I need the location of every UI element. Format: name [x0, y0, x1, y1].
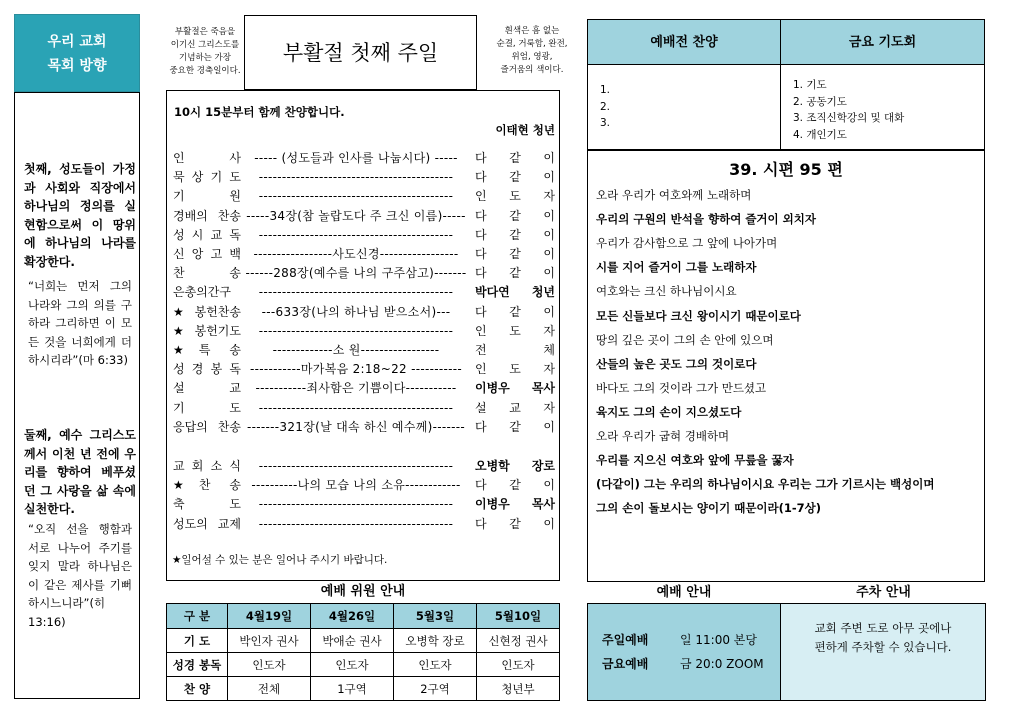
psalm-line: 시를 지어 즐거이 그를 노래하자 — [596, 260, 757, 275]
committee-title: 예배 위원 안내 — [320, 584, 406, 599]
pre-worship-songs-list — [587, 64, 781, 150]
order-intro: 10시 15분부터 함께 찬양합니다. — [174, 105, 345, 119]
order-row-detail: -----------------사도신경----------------- — [253, 247, 459, 261]
order-row — [173, 399, 555, 417]
list-item: 3. — [600, 117, 611, 129]
order-row-label: 성도의 교제 — [173, 516, 241, 531]
committee-cell: 기 도 — [167, 629, 228, 653]
parking-info — [780, 603, 986, 701]
vision-body — [14, 92, 140, 699]
table-row — [167, 677, 560, 701]
committee-cell: 청년부 — [477, 677, 560, 701]
friday-prayer-list — [780, 64, 985, 150]
order-row-person: 다 같 이 — [475, 516, 555, 531]
psalm-line: 그의 손이 돌보시는 양이기 때문이라(1-7상) — [596, 501, 822, 516]
psalm-title: 39. 시편 95 편 — [729, 160, 843, 179]
committee-cell: 신현정 권사 — [477, 629, 560, 653]
committee-header-cell: 4월19일 — [228, 604, 311, 629]
order-row-person: 전 체 — [475, 343, 555, 357]
header-left-note — [166, 15, 244, 85]
order-row-person: 다 같 이 — [475, 208, 555, 223]
order-row-detail: ------------------------------------------ — [258, 189, 454, 204]
committee-cell: 2구역 — [394, 677, 477, 701]
order-row-detail: -------------소 원----------------- — [272, 343, 440, 357]
parking-info-title: 주차 안내 — [856, 585, 911, 600]
list-item: 1. — [600, 84, 611, 96]
order-row-label: 응답의 찬송 — [173, 419, 241, 434]
order-row — [173, 187, 555, 205]
order-row-detail: ------------------------------------------ — [258, 516, 454, 531]
order-note: ★일어설 수 있는 분은 일어나 주시기 바랍니다. — [172, 554, 388, 566]
sunday-worship-label: 주일예배 — [602, 633, 649, 647]
committee-cell: 전체 — [228, 677, 311, 701]
parking-line: 교회 주변 도로 아무 곳에나 — [814, 621, 952, 635]
order-row-detail: ---633장(나의 하나님 받으소서)--- — [261, 304, 451, 319]
order-row-person: 인 도 자 — [475, 189, 555, 204]
committee-header-cell: 5월3일 — [394, 604, 477, 629]
psalm-line: 우리의 구원의 반석을 향하여 즐거이 외치자 — [596, 212, 816, 227]
friday-prayer-title: 금요 기도회 — [780, 19, 985, 65]
order-row-person: 다 같 이 — [475, 266, 555, 281]
order-row-person: 박다연 청년 — [475, 285, 555, 300]
committee-cell: 인도자 — [477, 653, 560, 677]
order-row-detail: ------------------------------------------ — [258, 497, 454, 512]
header-right-line: 흰색은 흠 없는 — [504, 26, 560, 36]
order-row-detail: ------------------------------------------ — [258, 459, 454, 473]
friday-worship-label: 금요예배 — [602, 657, 649, 671]
order-row-person: 오병학 장로 — [475, 459, 555, 473]
order-row — [173, 418, 555, 436]
order-row — [173, 149, 555, 167]
order-row — [173, 476, 555, 494]
order-row-label: 성 경 봉 독 — [173, 362, 241, 377]
order-row — [173, 303, 555, 321]
committee-cell: 박인자 권사 — [228, 629, 311, 653]
parking-line: 편하게 주차할 수 있습니다. — [814, 640, 952, 654]
header-left-line: 기념하는 가장 — [179, 53, 231, 63]
order-row-detail: ------------------------------------------ — [258, 323, 454, 338]
order-row — [173, 341, 555, 359]
order-row-person: 다 같 이 — [475, 304, 555, 319]
order-row-person: 이병우 목사 — [475, 381, 555, 396]
order-row-label: 찬 송 — [173, 266, 241, 281]
psalm-line: 여호와는 크신 하나님이시요 — [596, 284, 737, 299]
order-row — [173, 226, 555, 244]
order-row-detail: -----------죄사함은 기쁨이다----------- — [255, 381, 457, 396]
header-right-note — [477, 15, 587, 85]
order-row-label: ★특 송 — [173, 343, 241, 357]
order-row-detail: -------321장(날 대속 하신 예수께)------- — [247, 419, 465, 434]
order-row-person: 다 같 이 — [475, 247, 555, 261]
order-row-label: 은총의간구 — [173, 285, 231, 300]
header-right-line: 순결, 거룩함, 완전, — [496, 39, 568, 49]
order-row-person: 다 같 이 — [475, 478, 555, 493]
vision-title-line2: 목회 방향 — [47, 58, 107, 74]
order-row-detail: -----34장(참 놀랍도다 주 크신 이름)----- — [246, 208, 466, 223]
header-left-line: 중요한 경축일이다. — [169, 66, 241, 76]
order-row — [173, 495, 555, 513]
committee-cell: 성경 봉독 — [167, 653, 228, 677]
order-row — [173, 360, 555, 378]
committee-header-cell: 구 분 — [167, 604, 228, 629]
psalm-line: 바다도 그의 것이라 그가 만드셨고 — [596, 380, 767, 395]
committee-table — [166, 603, 560, 701]
vision-title — [14, 14, 140, 92]
order-row-label: 기 원 — [173, 189, 241, 204]
order-row-label: ★찬 송 — [173, 478, 241, 493]
committee-cell: 인도자 — [394, 653, 477, 677]
psalm-reading — [587, 150, 985, 582]
committee-cell: 찬 양 — [167, 677, 228, 701]
friday-worship-row — [602, 654, 777, 674]
order-row — [173, 245, 555, 263]
order-row-label: 축 도 — [173, 497, 241, 512]
pre-worship-songs-title: 예배전 찬양 — [587, 19, 781, 65]
order-row — [173, 168, 555, 186]
order-row-detail: ------------------------------------------ — [258, 400, 454, 415]
vision-quote-1: “너희는 먼저 그의 나라와 그의 의를 구하라 그리하면 이 모든 것을 너희에게 더하시리라”(마 6:33) — [28, 279, 132, 367]
order-row-detail: ----- (성도들과 인사를 나눕시다) ----- — [254, 151, 458, 165]
list-item: 2. — [600, 100, 611, 113]
table-row — [167, 653, 560, 677]
worship-info — [587, 603, 781, 701]
psalm-line: 우리를 지으신 여호와 앞에 무릎을 꿇자 — [596, 453, 794, 468]
table-row — [167, 629, 560, 653]
vision-title-line1: 우리 교회 — [47, 34, 107, 50]
order-row-detail: ------288장(예수를 나의 구주삼고)------- — [245, 266, 467, 281]
header-left-line: 이기신 그리스도를 — [170, 40, 240, 50]
psalm-line: 모든 신들보다 크신 왕이시기 때문이로다 — [596, 308, 801, 323]
list-item: 2. 공동기도 — [793, 95, 847, 108]
order-row — [173, 264, 555, 282]
order-row-person: 다 같 이 — [475, 227, 555, 242]
worship-info-title: 예배 안내 — [656, 585, 712, 600]
order-row — [173, 322, 555, 340]
order-of-service — [166, 90, 560, 581]
header-right-line: 위엄, 영광, — [511, 52, 553, 62]
order-row-person: 다 같 이 — [475, 151, 555, 165]
order-row-detail: ------------------------------------------ — [258, 170, 454, 185]
committee-header-cell: 5월10일 — [477, 604, 560, 629]
order-row-person: 다 같 이 — [475, 170, 555, 185]
order-row-label: ★봉헌찬송 — [173, 304, 241, 319]
order-row-detail: ------------------------------------------ — [258, 227, 454, 242]
committee-header-cell: 4월26일 — [311, 604, 394, 629]
psalm-line: 땅의 깊은 곳이 그의 손 안에 있으며 — [596, 332, 774, 347]
list-item: 4. 개인기도 — [793, 128, 847, 141]
psalm-line: 산들의 높은 곳도 그의 것이로다 — [596, 356, 757, 371]
order-row — [173, 379, 555, 397]
psalm-line: (다같이) 그는 우리의 하나님이시요 우리는 그가 기르시는 백성이며 — [596, 477, 935, 492]
committee-cell: 1구역 — [311, 677, 394, 701]
order-row-label: 경배의 찬송 — [173, 208, 241, 223]
order-row — [173, 207, 555, 225]
committee-cell: 인도자 — [311, 653, 394, 677]
page-title: 부활절 첫째 주일 — [244, 15, 477, 90]
order-row-detail: ----------나의 모습 나의 소유------------ — [251, 478, 461, 493]
order-row — [173, 457, 555, 475]
sunday-worship-row — [602, 630, 777, 650]
header-right-line: 즐거움의 색이다. — [500, 65, 564, 75]
psalm-line: 오라 우리가 여호와께 노래하며 — [596, 188, 752, 202]
order-row-person: 인 도 자 — [475, 323, 555, 338]
list-item: 3. 조직신학강의 및 대화 — [793, 112, 905, 124]
friday-worship-value: 금 20:0 ZOOM — [680, 657, 764, 671]
order-leader: 이태현 청년 — [495, 123, 555, 137]
order-row — [173, 283, 555, 301]
order-row-person: 다 같 이 — [475, 419, 555, 434]
vision-point-2: 둘째, 예수 그리스도께서 이천 년 전에 우리를 향하여 베푸셨던 그 사랑을 삶 속에 실천한다. — [24, 428, 136, 516]
order-row-label: 성 시 교 독 — [173, 227, 241, 242]
header-left-line: 부활절은 죽음을 — [174, 27, 236, 37]
committee-cell: 오병학 장로 — [394, 629, 477, 653]
order-row-label: ★봉헌기도 — [173, 323, 241, 338]
order-row-label: 기 도 — [173, 400, 241, 415]
committee-cell: 인도자 — [228, 653, 311, 677]
committee-cell: 박애순 권사 — [311, 629, 394, 653]
order-row-person: 설 교 자 — [475, 400, 555, 415]
order-row-label: 묵 상 기 도 — [173, 170, 241, 185]
vision-quote-2: “오직 선을 행함과 서로 나누어 주기를 잊지 말라 하나님은 이 같은 제사를 기뻐하시느니라”(히 13:16) — [28, 522, 132, 629]
psalm-line: 오라 우리가 굽혀 경배하며 — [596, 429, 730, 443]
vision-point-1: 첫째, 성도들이 가정과 사회와 직장에서 하나님의 정의를 실현함으로써 이 땅위에 하나님의 나라를 확장한다. — [24, 162, 136, 269]
psalm-line: 육지도 그의 손이 지으셨도다 — [596, 404, 742, 419]
order-row — [173, 515, 555, 533]
order-row-detail: -----------마가복음 2:18~22 ----------- — [249, 362, 463, 377]
psalm-line: 우리가 감사함으로 그 앞에 나아가며 — [596, 236, 778, 251]
list-item: 1. 기도 — [793, 79, 827, 91]
sunday-worship-value: 일 11:00 본당 — [680, 633, 757, 647]
order-row-label: 인 사 — [173, 151, 241, 165]
order-row-person: 이병우 목사 — [475, 497, 555, 512]
order-row-label: 설 교 — [173, 381, 241, 396]
order-row-label: 신 앙 고 백 — [173, 247, 241, 261]
order-row-detail: ------------------------------------------ — [258, 285, 454, 300]
order-row-label: 교 회 소 식 — [173, 459, 241, 473]
order-row-person: 인 도 자 — [475, 362, 555, 377]
